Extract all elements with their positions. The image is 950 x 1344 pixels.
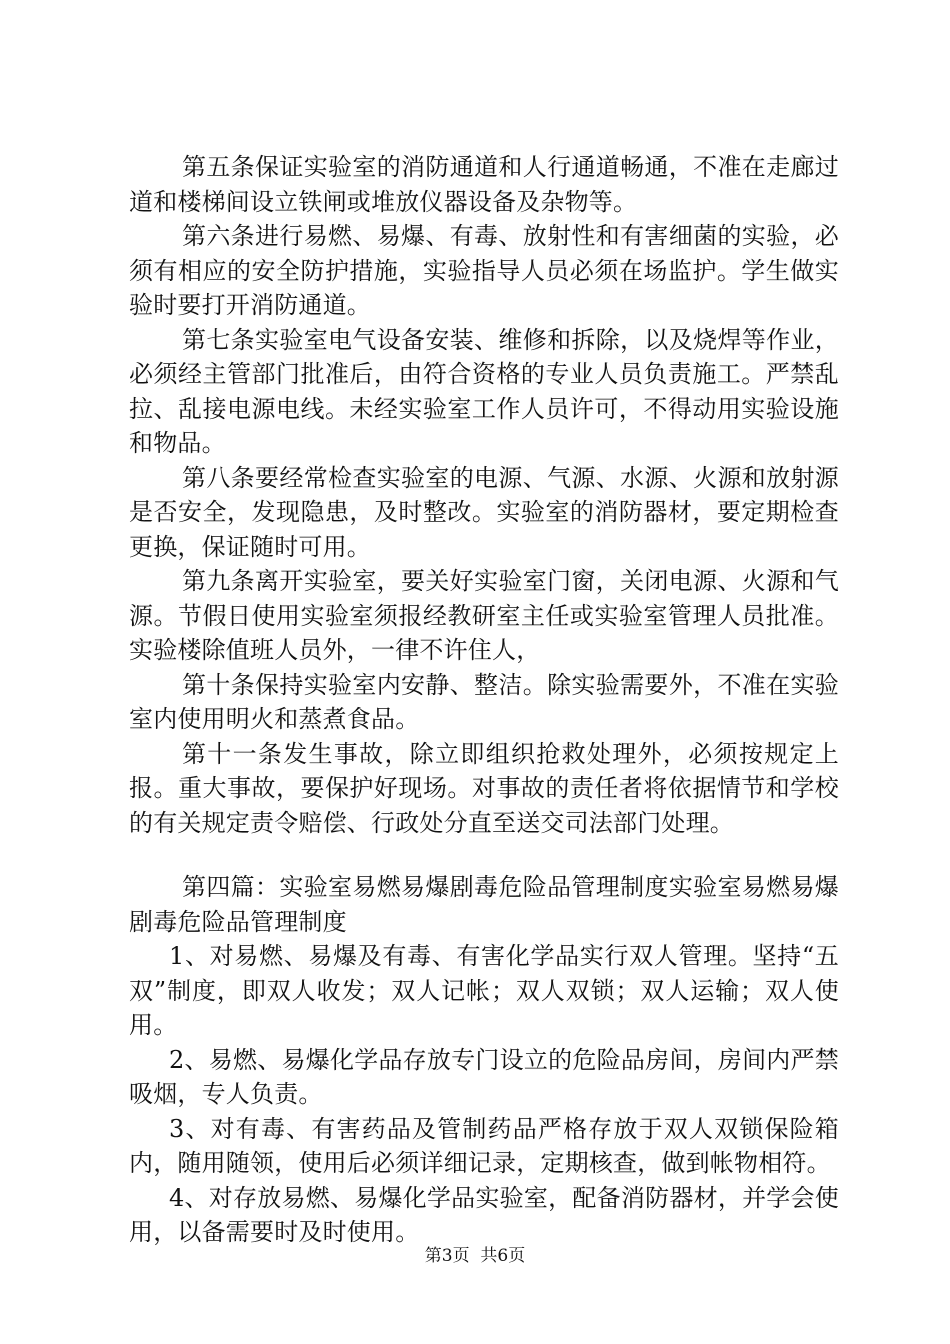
section-gap	[129, 840, 839, 870]
total-pages: 共6页	[480, 1246, 526, 1266]
article-7: 第七条实验室电气设备安装、维修和拆除，以及烧焊等作业，必须经主管部门批准后，由符合资格的专业人员负责施工。严禁乱拉、乱接电源电线。未经实验室工作人员许可，不得动用实验设施和物品。	[129, 325, 839, 457]
rule-item-4: 4、对存放易燃、易爆化学品实验室，配备消防器材，并学会使用，以备需要时及时使用。	[129, 1183, 839, 1246]
rule-item-2: 2、易燃、易爆化学品存放专门设立的危险品房间，房间内严禁吸烟，专人负责。	[129, 1045, 839, 1108]
article-9: 第九条离开实验室，要关好实验室门窗，关闭电源、火源和气源。节假日使用实验室须报经教研室主任或实验室管理人员批准。实验楼除值班人员外，一律不许住人，	[129, 567, 839, 664]
article-5: 第五条保证实验室的消防通道和人行通道畅通，不准在走廊过道和楼梯间设立铁闸或堆放仪器设备及杂物等。	[129, 153, 839, 216]
article-11: 第十一条发生事故，除立即组织抢救处理外，必须按规定上报。重大事故，要保护好现场。对事故的责任者将依据情节和学校的有关规定责令赔偿、行政处分直至送交司法部门处理。	[129, 739, 839, 837]
article-6: 第六条进行易燃、易爆、有毒、放射性和有害细菌的实验，必须有相应的安全防护措施，实验指导人员必须在场监护。学生做实验时要打开消防通道。	[129, 222, 839, 319]
rule-item-1: 1、对易燃、易爆及有毒、有害化学品实行双人管理。坚持“五双”制度，即双人收发；双人记帐；双人双锁；双人运输；双人使用。	[129, 942, 839, 1039]
footer-separator	[470, 1246, 481, 1266]
page-number: 第3页	[424, 1246, 470, 1266]
article-10: 第十条保持实验室内安静、整洁。除实验需要外，不准在实验室内使用明火和蒸煮食品。	[129, 670, 839, 733]
page-footer	[0, 1245, 950, 1267]
section-title: 第四篇：实验室易燃易爆剧毒危险品管理制度实验室易燃易爆剧毒危险品管理制度	[129, 873, 839, 936]
document-body	[129, 150, 839, 1250]
rule-item-3: 3、对有毒、有害药品及管制药品严格存放于双人双锁保险箱内，随用随领，使用后必须详细记录，定期核查，做到帐物相符。	[129, 1114, 839, 1177]
article-8: 第八条要经常检查实验室的电源、气源、水源、火源和放射源是否安全，发现隐患，及时整改。实验室的消防器材，要定期检查更换，保证随时可用。	[129, 463, 839, 561]
